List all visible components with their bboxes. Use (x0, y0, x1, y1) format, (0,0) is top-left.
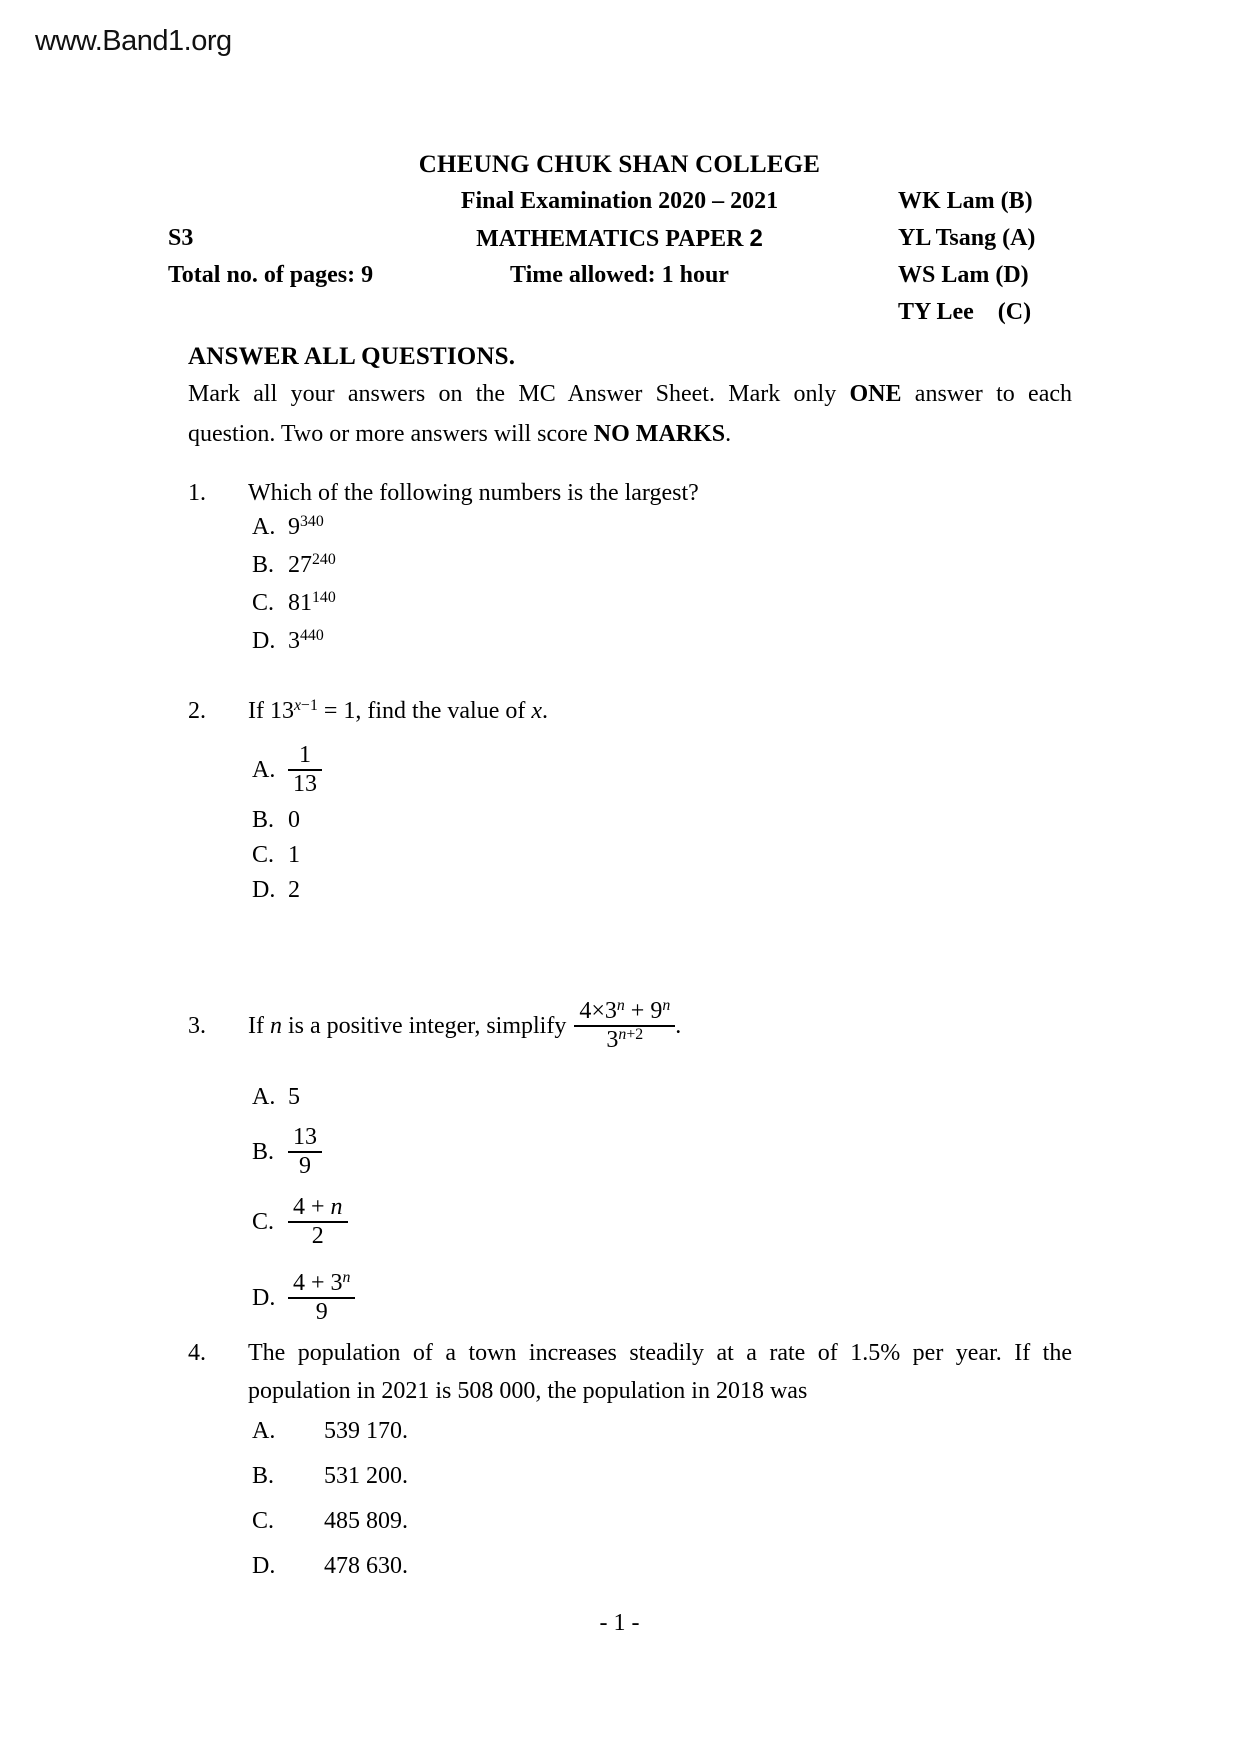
power-base: 3 (288, 628, 300, 654)
stem-text: If 13 (248, 698, 294, 724)
power-exponent (618, 1026, 643, 1043)
option-value (288, 626, 324, 656)
teacher-name-4: TY Lee (C) (898, 299, 1032, 325)
total-pages: Total no. of pages: 9 (168, 262, 374, 288)
fraction-numerator (288, 1194, 348, 1221)
power-exponent (343, 1269, 351, 1286)
variable-n: n (330, 1194, 343, 1220)
teacher-name-2: YL Tsang (A) (898, 225, 1036, 251)
option-label: D. (252, 1285, 276, 1311)
question-4-options (252, 1416, 1072, 1581)
exam-header (167, 146, 1072, 331)
question-text (248, 696, 1072, 726)
answer-all-questions-heading: ANSWER ALL QUESTIONS. (188, 343, 516, 370)
power-exponent (662, 997, 670, 1014)
power-exponent: 340 (300, 513, 324, 531)
fraction-numerator: 1 (299, 742, 311, 768)
option-label: B. (252, 552, 275, 578)
instructions-text: . (725, 421, 732, 447)
question-text-line-2: population in 2021 is 508 000, the population in 2018 was (248, 1378, 808, 1404)
question-2-options (252, 742, 1072, 904)
question-number: 1. (188, 480, 206, 506)
option-a (252, 1416, 1072, 1446)
fraction-denominator (574, 1025, 675, 1054)
option-label: A. (252, 757, 276, 783)
question-2-stem (188, 696, 1072, 726)
option-a (252, 1082, 1072, 1112)
option-label: C. (252, 590, 275, 616)
variable-n: n (269, 1013, 282, 1039)
stem-text: is a positive integer, simplify (281, 1013, 567, 1039)
question-3-stem (188, 998, 1072, 1054)
term: 3 (606, 1027, 619, 1053)
option-b (252, 1124, 1072, 1180)
fraction-numerator (288, 1270, 355, 1297)
option-label: B. (252, 1139, 275, 1165)
college-name: CHEUNG CHUK SHAN COLLEGE (418, 151, 821, 178)
question-4 (188, 1334, 1072, 1581)
stem-text: = 1, find the value of (317, 698, 532, 724)
option-label: C. (252, 1209, 275, 1235)
question-3 (188, 998, 1072, 1326)
power-exponent: 240 (312, 551, 336, 569)
fraction (574, 998, 675, 1054)
question-number: 4. (188, 1340, 206, 1366)
class-level: S3 (168, 225, 194, 251)
question-text (248, 998, 1072, 1054)
instructions-bold-no-marks: NO MARKS (593, 421, 726, 447)
option-label: B. (252, 807, 275, 833)
watermark-text: www.Band1.org (35, 25, 232, 57)
fraction (288, 1124, 322, 1180)
paper-number: 2 (749, 225, 763, 252)
option-c (252, 841, 1072, 869)
fraction-denominator: 13 (288, 769, 322, 798)
variable-n: n (616, 997, 625, 1015)
variable-n: n (618, 1026, 627, 1044)
fraction (288, 1270, 355, 1326)
power-exponent: 440 (300, 627, 324, 645)
question-3-options (252, 1082, 1072, 1326)
instructions-text: answer to each (901, 381, 1072, 407)
stem-text: If (248, 1013, 270, 1039)
option-value (288, 588, 336, 618)
option-value: 539 170. (324, 1418, 408, 1444)
option-d (252, 1551, 1072, 1581)
term: 4 + (293, 1194, 331, 1220)
question-number: 2. (188, 698, 206, 724)
option-a (252, 742, 1072, 798)
question-2 (188, 696, 1072, 904)
term: + 9 (624, 998, 663, 1024)
term: 4×3 (579, 998, 617, 1024)
power-exponent (294, 697, 318, 714)
fraction-numerator: 13 (293, 1124, 317, 1150)
option-c (252, 588, 1072, 618)
time-allowed: Time allowed: 1 hour (510, 262, 729, 288)
question-number: 3. (188, 1013, 206, 1039)
option-value: 485 809. (324, 1508, 408, 1534)
teacher-name-1: WK Lam (B) (898, 188, 1033, 214)
instructions-line-2 (188, 414, 1072, 454)
instructions-paragraph (188, 374, 1072, 454)
stem-text: . (542, 698, 548, 724)
header-row-college (167, 146, 1072, 183)
option-b (252, 806, 1072, 834)
exponent-rest: −1 (301, 697, 318, 715)
option-value (288, 550, 336, 580)
option-value: 531 200. (324, 1463, 408, 1489)
question-text-line-1: The population of a town increases steadily at a rate of 1.5% per year. If the (248, 1340, 1072, 1366)
option-value: 0 (288, 807, 300, 833)
option-value (288, 512, 324, 542)
option-label: A. (252, 1418, 276, 1444)
term: 4 + 3 (293, 1270, 343, 1296)
stem-text (248, 1011, 566, 1041)
option-label: C. (252, 842, 275, 868)
fraction-denominator: 9 (288, 1151, 322, 1180)
teacher-name-3: WS Lam (D) (898, 262, 1029, 288)
variable-n: n (662, 997, 671, 1015)
fraction-numerator (574, 998, 675, 1025)
instructions-line-1 (188, 374, 1072, 414)
option-d (252, 626, 1072, 656)
option-label: A. (252, 514, 276, 540)
option-label: D. (252, 877, 276, 903)
power-base: 27 (288, 552, 312, 578)
header-row-exam (167, 183, 1072, 220)
question-text: Which of the following numbers is the largest? (248, 480, 699, 506)
power-base: 81 (288, 590, 312, 616)
header-row-paper (167, 220, 1072, 257)
fraction (288, 1194, 348, 1250)
instructions-text: Mark all your answers on the MC Answer Sheet. Mark only (188, 381, 850, 407)
stem-end-period: . (675, 1013, 682, 1039)
power-exponent: 140 (312, 589, 336, 607)
option-b (252, 1461, 1072, 1491)
option-label: B. (252, 1463, 275, 1489)
variable-x: x (531, 698, 542, 724)
power-base: 9 (288, 514, 300, 540)
question-4-stem (188, 1334, 1072, 1410)
question-1-options (252, 512, 1072, 656)
option-value: 1 (288, 842, 300, 868)
question-1-stem (188, 478, 1072, 508)
variable-n: n (342, 1269, 351, 1287)
option-d (252, 1270, 1072, 1326)
fraction-denominator: 9 (288, 1297, 355, 1326)
option-d (252, 876, 1072, 904)
option-value: 478 630. (324, 1553, 408, 1579)
fraction-denominator: 2 (288, 1221, 348, 1250)
variable-x: x (293, 697, 302, 715)
fraction (288, 742, 322, 798)
option-b (252, 550, 1072, 580)
option-c (252, 1194, 1072, 1250)
power-exponent (617, 997, 625, 1014)
instructions-bold-one: ONE (849, 381, 902, 407)
exam-title: Final Examination 2020 – 2021 (460, 188, 779, 214)
instructions-text: question. Two or more answers will score (188, 421, 594, 447)
question-1 (188, 478, 1072, 656)
option-c (252, 1506, 1072, 1536)
option-a (252, 512, 1072, 542)
option-label: C. (252, 1508, 275, 1534)
option-value: 2 (288, 877, 300, 903)
paper-title-text: MATHEMATICS PAPER (476, 226, 750, 252)
page-number: - 1 - (599, 1610, 640, 1636)
option-value: 5 (288, 1084, 300, 1110)
header-row-teacher4 (167, 294, 1072, 331)
header-row-time (167, 257, 1072, 294)
exponent-rest: +2 (626, 1026, 644, 1044)
option-label: A. (252, 1084, 276, 1110)
question-text (248, 1334, 1072, 1410)
option-label: D. (252, 628, 276, 654)
option-label: D. (252, 1553, 276, 1579)
